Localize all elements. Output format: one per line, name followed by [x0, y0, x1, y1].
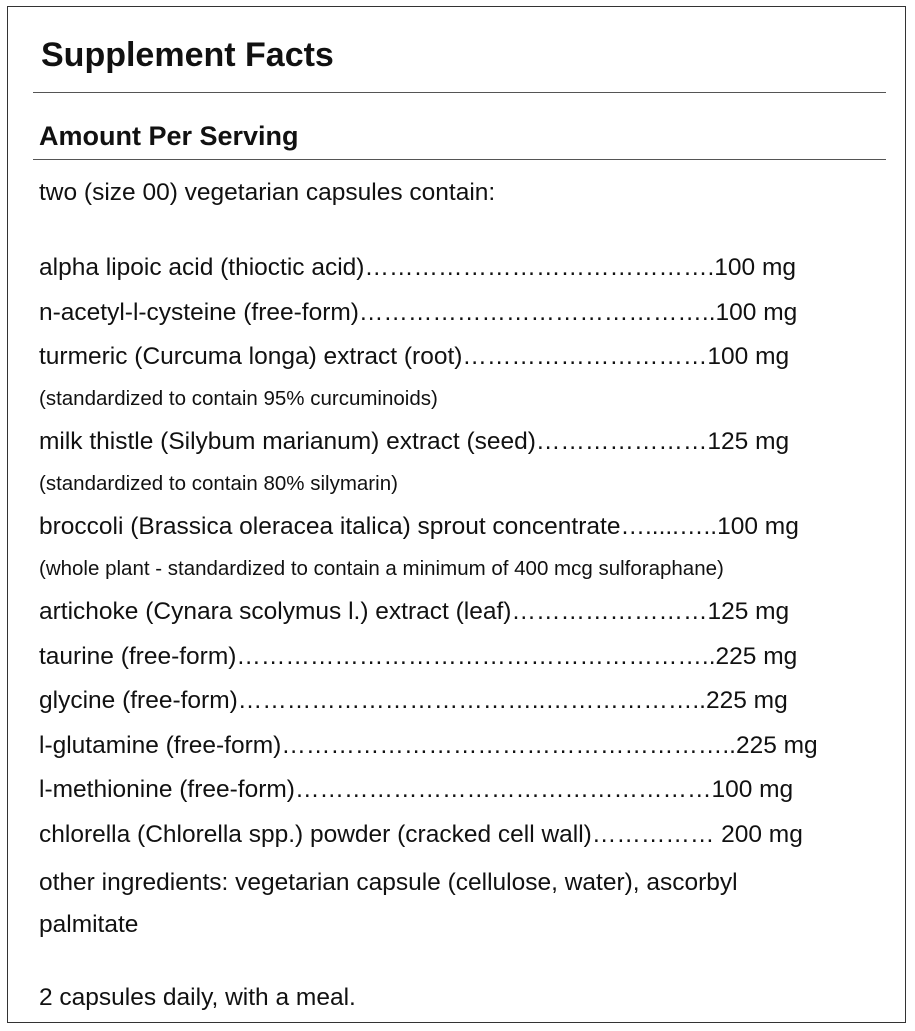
amount-per-serving-heading: Amount Per Serving — [39, 121, 299, 151]
ingredient-row: broccoli (Brassica oleracea italica) sprout concentrate….....…..100 mg — [39, 513, 799, 540]
ingredient-note: (whole plant - standardized to contain a minimum of 400 mcg sulforaphane) — [39, 557, 724, 580]
ingredient-row: taurine (free-form)…………………………………………………..225 mg — [39, 643, 798, 670]
page-title: Supplement Facts — [41, 36, 334, 74]
ingredient-row: chlorella (Chlorella spp.) powder (cracked cell wall)…………… 200 mg — [39, 821, 803, 848]
divider-top — [33, 92, 886, 93]
other-ingredients: other ingredients: vegetarian capsule (cellulose, water), ascorbyl palmitate — [39, 869, 738, 938]
ingredient-row: turmeric (Curcuma longa) extract (root)…………………………100 mg — [39, 343, 790, 370]
ingredient-row: milk thistle (Silybum marianum) extract (seed)…………………125 mg — [39, 428, 790, 455]
ingredient-note: (standardized to contain 95% curcuminoids) — [39, 387, 438, 410]
ingredient-note: (standardized to contain 80% silymarin) — [39, 472, 398, 495]
ingredient-row: n-acetyl-l-cysteine (free-form)……………………………………..100 mg — [39, 299, 798, 326]
ingredient-row: l-methionine (free-form)……………………………………………100 mg — [39, 776, 794, 803]
ingredient-row: alpha lipoic acid (thioctic acid)…………………………………….100 mg — [39, 254, 796, 281]
serving-description: two (size 00) vegetarian capsules contain: — [39, 179, 496, 206]
ingredient-row: l-glutamine (free-form)………………………………………………..225 mg — [39, 732, 818, 759]
divider-header — [33, 159, 886, 160]
ingredient-row: artichoke (Cynara scolymus l.) extract (leaf)……………………125 mg — [39, 598, 790, 625]
directions: 2 capsules daily, with a meal. — [39, 984, 356, 1011]
ingredient-row: glycine (free-form)………………………………..………………..225 mg — [39, 687, 788, 714]
